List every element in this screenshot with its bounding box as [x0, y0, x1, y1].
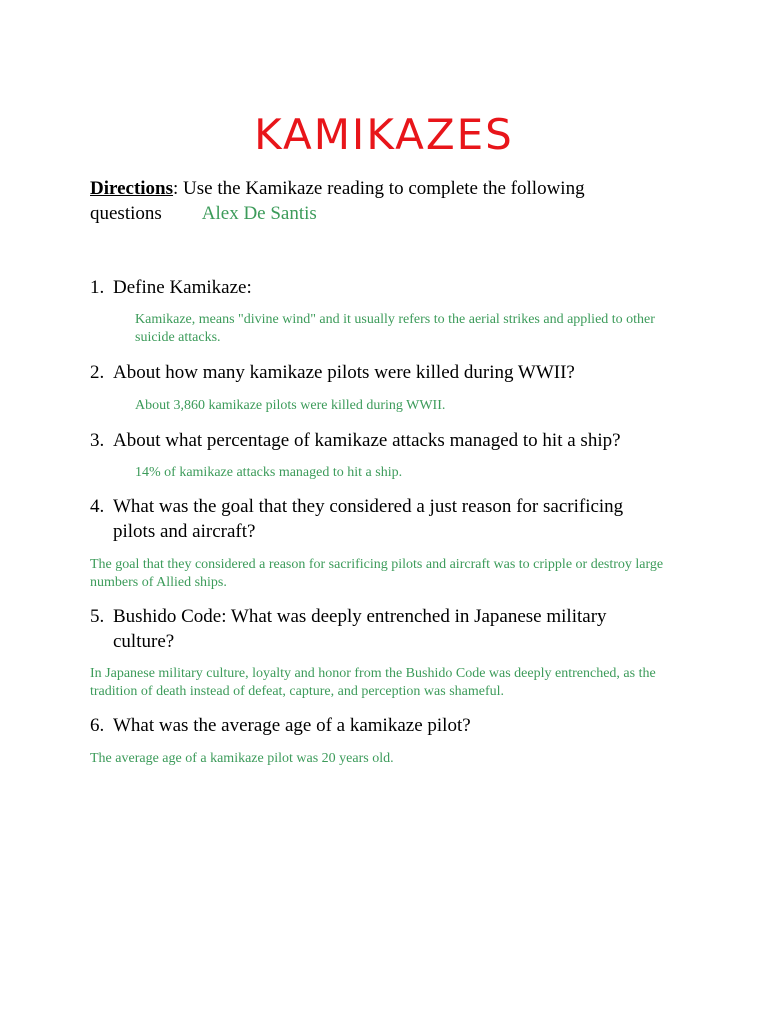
question-text: Bushido Code: What was deeply entrenched in Japanese military culture?	[113, 606, 607, 652]
answer-3: 14% of kamikaze attacks managed to hit a ship.	[135, 465, 403, 480]
question-number: 5.	[90, 606, 105, 627]
question-text: What was the average age of a kamikaze pilot?	[113, 715, 471, 736]
directions-line	[90, 176, 650, 226]
question-4	[90, 494, 670, 544]
question-3	[90, 428, 670, 453]
directions-label: Directions	[90, 178, 174, 199]
question-number: 6.	[90, 715, 105, 736]
question-6	[90, 713, 670, 738]
author-name: Alex De Santis	[201, 203, 317, 224]
answer-5: In Japanese military culture, loyalty and honor from the Bushido Code was deeply entrenched, as the tradition of death instead of defeat, capture, and perception was shameful.	[90, 666, 656, 699]
question-5	[90, 604, 660, 654]
question-text: Define Kamikaze:	[113, 277, 252, 298]
question-text: What was the goal that they considered a just reason for sacrificing pilots and aircraft?	[113, 496, 624, 542]
answer-6: The average age of a kamikaze pilot was 20 years old.	[90, 751, 394, 766]
question-number: 4.	[90, 496, 105, 517]
answer-2: About 3,860 kamikaze pilots were killed during WWII.	[135, 398, 446, 413]
question-number: 3.	[90, 430, 105, 451]
question-2	[90, 360, 670, 385]
question-text: About how many kamikaze pilots were killed during WWII?	[113, 362, 575, 383]
question-number: 2.	[90, 362, 105, 383]
answer-4: The goal that they considered a reason for sacrificing pilots and aircraft was to cripple or destroy large numbers of Allied ships.	[90, 557, 664, 590]
question-text: About what percentage of kamikaze attacks managed to hit a ship?	[113, 430, 621, 451]
question-1	[90, 275, 670, 300]
page-title: KAMIKAZES	[254, 110, 514, 159]
answer-1: Kamikaze, means "divine wind" and it usually refers to the aerial strikes and applied to other suicide attacks.	[135, 312, 655, 345]
directions-text: : Use the Kamikaze reading to complete the following questions	[90, 178, 585, 224]
question-number: 1.	[90, 277, 105, 298]
